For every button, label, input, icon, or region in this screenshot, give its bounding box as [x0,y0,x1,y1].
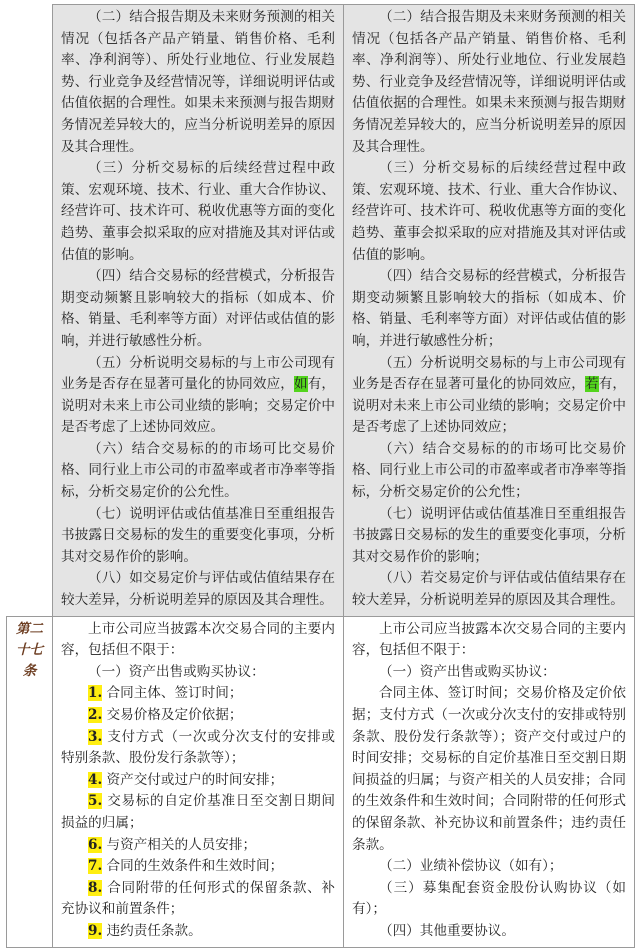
list-item [61,791,335,834]
item-text: 支付方式（一次或分次支付的安排或特别条款、股份发行条款等）； [61,728,336,767]
old-item-list [61,683,335,942]
list-item [61,921,335,943]
new-para-7: （七）说明评估或估值基准日至重组报告书披露日交易标的发生的重要变化事项，分析其对交易作价的影响； [352,505,626,565]
old-article-cell [53,616,344,947]
list-item [61,770,335,792]
new-text-cell [344,5,635,617]
list-item [61,705,335,727]
new-para-3: （三）分析交易标的后续经营过程中政策、宏观环境、技术、行业、重大合作协议、经营许可、技术许可、税收优惠等方面的变化趋势、董事会拟采取的应对措施及其对评估或估值的影响。 [352,160,626,263]
old-intro: 上市公司应当披露本次交易合同的主要内容，包括但不限于： [61,620,335,659]
item-text: 合同主体、签订时间； [106,685,243,702]
old-para-5 [61,353,335,439]
new-intro: 上市公司应当披露本次交易合同的主要内容，包括但不限于： [352,620,626,659]
comparison-table [6,4,635,948]
new-para-8: （八）若交易定价与评估或估值结果存在较大差异，分析说明差异的原因及其合理性。 [352,570,626,609]
item-number-highlight: 8. [88,879,103,896]
old-para-8: （八）如交易定价与评估或估值结果存在较大差异，分析说明差异的原因及其合理性。 [61,570,335,609]
list-item [61,727,335,770]
new-para-performance: （二）业绩补偿协议（如有）； [379,858,563,875]
item-text: 与资产相关的人员安排； [106,836,257,853]
item-text: 交易价格及定价依据； [106,707,243,723]
list-item [61,683,335,705]
old-text-cell [53,5,344,617]
new-sub-heading: （一）资产出售或购买协议： [379,663,556,680]
new-para-fundraising: （三）募集配套资金股份认购协议（如有）； [352,879,626,918]
item-number-highlight: 2. [88,707,103,723]
list-item [61,878,335,921]
article-label-empty [7,5,53,617]
new-para-other: （四）其他重要协议。 [379,922,515,939]
item-text: 交易标的自定价基准日至交割日期间损益的归属； [61,793,336,831]
new-para-4: （四）结合交易标的经营模式，分析报告期变动频繁且影响较大的指标（如成本、价格、销量、毛利率等方面）对评估或估值的影响，并进行敏感性分析； [352,268,626,349]
item-number-highlight: 9. [88,922,103,939]
table-row-prev-article [7,5,635,617]
green-highlight-ruo: 若 [585,376,599,393]
item-number-highlight: 1. [88,685,103,702]
item-text: 合同附带的任何形式的保留条款、补充协议和前置条件； [61,879,336,918]
green-highlight-ru: 如 [294,376,308,393]
item-number-highlight: 7. [88,858,103,875]
item-number-highlight: 4. [88,771,103,788]
list-item [61,856,335,878]
old-para-6: （六）结合交易标的的市场可比交易价格、同行业上市公司的市盈率或者市净率等指标，分析交易定价的公允性。 [61,440,335,501]
old-para-7: （七）说明评估或估值基准日至重组报告书披露日交易标的发生的重要变化事项，分析其对交易作价的影响。 [61,505,335,565]
item-text: 资产交付或过户的时间安排； [106,771,284,788]
old-para-2: （二）结合报告期及未来财务预测的相关情况（包括各产品产销量、销售价格、毛利率、净利润等）、所处行业地位、行业发展趋势、行业竞争及经营情况等，详细说明评估或估值依据的合理性。如果未来预测与报告期财务情况差异较大的，应当分析说明差异的原因及其合理性。 [61,9,335,155]
item-number-highlight: 5. [88,793,103,810]
table-row-article-27 [7,616,635,947]
old-para-3: （三）分析交易标的后续经营过程中政策、宏观环境、技术、行业、重大合作协议、经营许可、技术许可、税收优惠等方面的变化趋势、董事会拟采取的应对措施及其对评估或估值的影响。 [61,160,335,263]
item-text: 违约责任条款。 [106,922,202,939]
item-text: 合同的生效条件和生效时间； [106,858,284,875]
new-para-6: （六）结合交易标的的市场可比交易价格、同行业上市公司的市盈率或者市净率等指标，分析交易定价的公允性； [352,440,626,501]
old-para-4: （四）结合交易标的经营模式，分析报告期变动频繁且影响较大的指标（如成本、价格、销量、毛利率等方面）对评估或估值的影响，并进行敏感性分析。 [61,268,335,349]
new-para-5-pre: （五）分析说明交易标的与上市公司现有业务是否存在显著可量化的协同效应， [352,354,626,393]
item-number-highlight: 3. [88,728,103,745]
old-para-5-post: 有，说明对未来上市公司业绩的影响；交易定价中是否考虑了上述协同效应。 [61,376,336,436]
item-number-highlight: 6. [88,836,103,853]
old-para-5-pre: （五）分析说明交易标的与上市公司现有业务是否存在显著可量化的协同效应， [61,354,335,393]
new-article-cell [344,616,635,947]
article-label: 第二十七条 [7,616,53,947]
new-body: 合同主体、签订时间；交易价格及定价依据；支付方式（一次或分次支付的安排或特别条款、股份发行条款等）；资产交付或过户的时间安排；交易标的自定价基准日至交割日期间损益的归属；与资产相关的人员安排；合同的生效条件和生效时间；合同附带的任何形式的保留条款、补充协议和前置条件；违约责任条款。 [352,685,626,853]
new-para-2: （二）结合报告期及未来财务预测的相关情况（包括各产品产销量、销售价格、毛利率、净利润等）、所处行业地位、行业发展趋势、行业竞争及经营情况等，详细说明评估或估值依据的合理性。如果未来预测与报告期财务情况差异较大的，应当分析说明差异的原因及其合理性。 [352,9,626,155]
new-para-5 [352,353,626,439]
old-sub-heading: （一）资产出售或购买协议： [88,663,265,680]
list-item [61,835,335,857]
new-para-5-post: 有，说明对未来上市公司业绩的影响；交易定价中是否考虑了上述协同效应； [352,376,627,436]
